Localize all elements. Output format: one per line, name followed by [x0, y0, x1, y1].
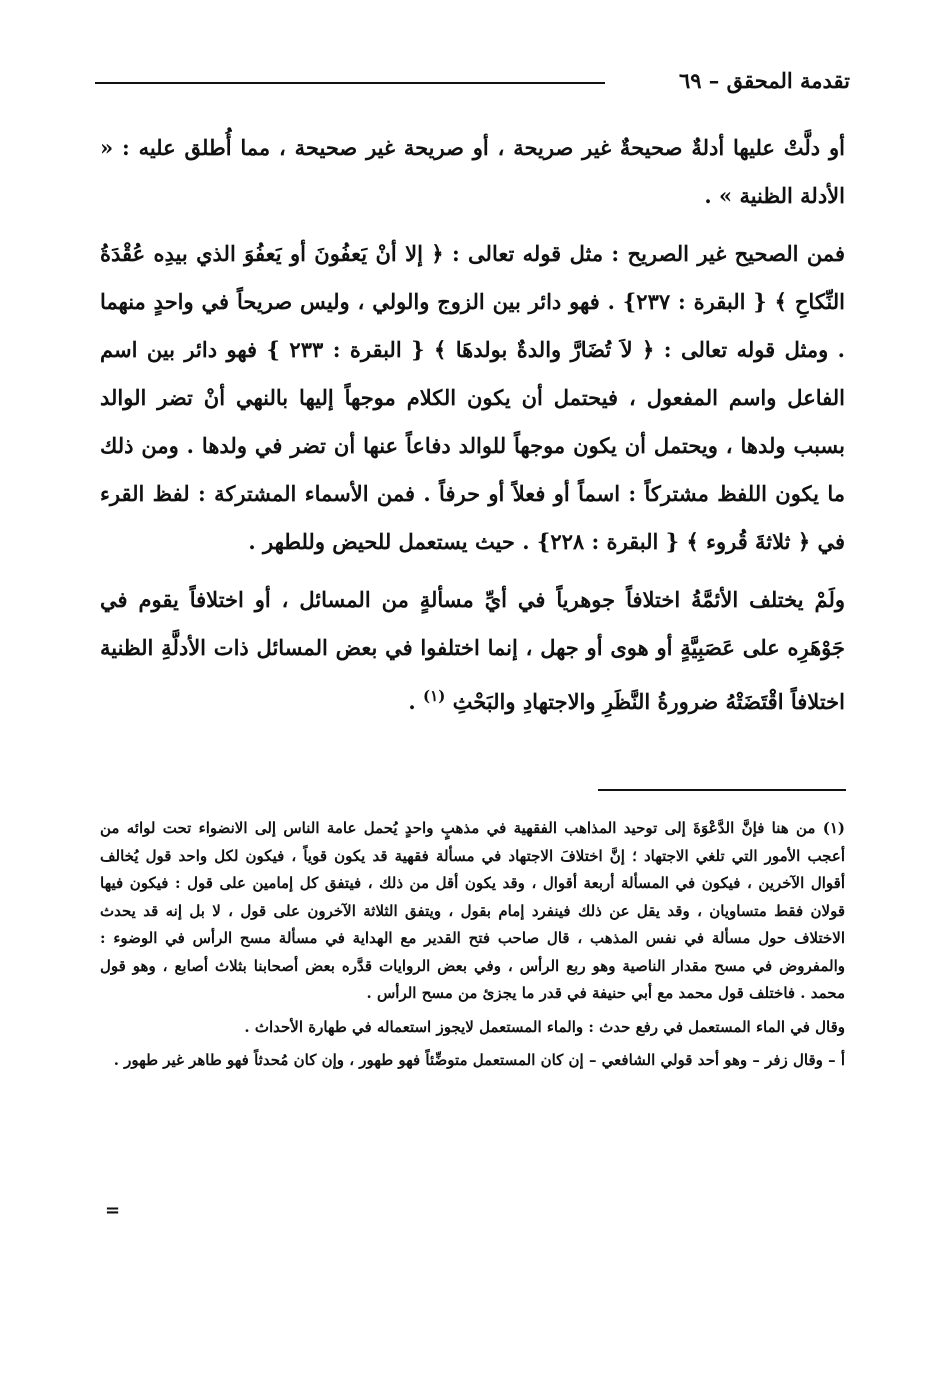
footnote-separator [598, 789, 846, 791]
paragraph: فمن الصحيح غير الصريح : مثل قوله تعالى : ﴿ إلا أنْ يَعفُونَ أو يَعفُوَ الذي بيدِه عُقْدَةُ النِّكاحِ ﴾ { البقرة : ٢٣٧} . فهو دائر بين الزوج والولي ، وليس صريحاً في واحدٍ منهما . ومثل قوله تعالى : ﴿ لاَ تُضَارَّ والدةٌ بولدهَا ﴾ { البقرة : ٢٣٣ } فهو دائر بين اسم الفاعل واسم المفعول ، فيحتمل أن يكون الكلام موجهاً إليها بالنهي أنْ تضر الوالد بسبب ولدها ، ويحتمل أن يكون موجهاً للوالد دفاعاً عنها أن تضر في ولدها . ومن ذلك ما يكون اللفظ مشتركاً : اسماً أو فعلاً أو حرفاً . فمن الأسماء المشتركة : لفظ القرء في ﴿ ثلاثةَ قُروء ﴾ { البقرة : ٢٢٨} . حيث يستعمل للحيض وللطهر . [100, 241, 845, 554]
continuation-mark: = [105, 1200, 121, 1221]
paragraph: أو دلَّتْ عليها أدلةٌ صحيحةٌ غير صريحة ، أو صريحة غير صحيحة ، مما أُطلق عليه : « الأدلة الظنية » . [100, 135, 845, 208]
footnotes [100, 815, 845, 1075]
footnote-text: أ – وقال زفر – وهو أحد قولي الشافعي – إن كان المستعمل متوضِّئاً فهو طهور ، وإن كان مُحدثاً فهو طاهر غير طهور . [113, 1051, 845, 1069]
running-header [95, 66, 850, 96]
paragraph-text: ولَمْ يختلف الأئمَّةُ اختلافاً جوهرياً في أيِّ مسألةٍ من المسائل ، أو اختلافاً يقوم في جَوْهَرِه على عَصَبِيَّةٍ أو هوى أو جهل ، إنما اختلفوا في بعض المسائل ذات الأدلَّةِ الظنية اختلافاً اقْتَضَتْهُ ضرورةُ النَّظَرِ والاجتهادِ والبَحْثِ [100, 587, 845, 714]
footnote-text: (١) من هنا فإنَّ الدَّعْوَةَ إلى توحيد المذاهب الفقهية في مذهبٍ واحدٍ يُحمل عامة الناس إلى الانضواء تحت لوائه من أعجب الأمور التي تلغي الاجتهاد ؛ إنَّ اختلافَ الاجتهاد في مسألة فقهية قد يكون قوياً ، فيكون لكل واحد قول يُخالف أقوال الآخرين ، فيكون في المسألة أربعة أقوال ، وقد يكون أقل من ذلك ، فيتفق كل إمامين على قول : فيكون فيها قولان فقط متساويان ، وقد يقل عن ذلك فينفرد إمام بقول ، ويتفق الثلاثة الآخرون على قول ، لا بل إنه قد يحدث الاختلاف حول مسألة في نفس المذهب ، قال صاحب فتح القدير مع الهداية في مسألة مسح الرأس في الوضوء : والمفروض في مسح مقدار الناصية وهو ربع الرأس ، وفي بعض الروايات قدَّره بعض أصحابنا بثلاث أصابع ، وهو قول محمد . فاختلف قول محمد مع أبي حنيفة في قدر ما يجزئ من مسح الرأس . [100, 819, 845, 1002]
footnote-text: وقال في الماء المستعمل في رفع حدث : والماء المستعمل لايجوز استعماله في طهارة الأحداث . [244, 1017, 845, 1036]
header-rule [95, 82, 605, 84]
paragraph-last [100, 576, 845, 726]
paragraph-end: . [408, 689, 424, 714]
header-title: تقدمة المحقق – ٦٩ [678, 68, 850, 93]
main-text [100, 124, 845, 726]
footnote-reference: (١) [423, 687, 446, 705]
